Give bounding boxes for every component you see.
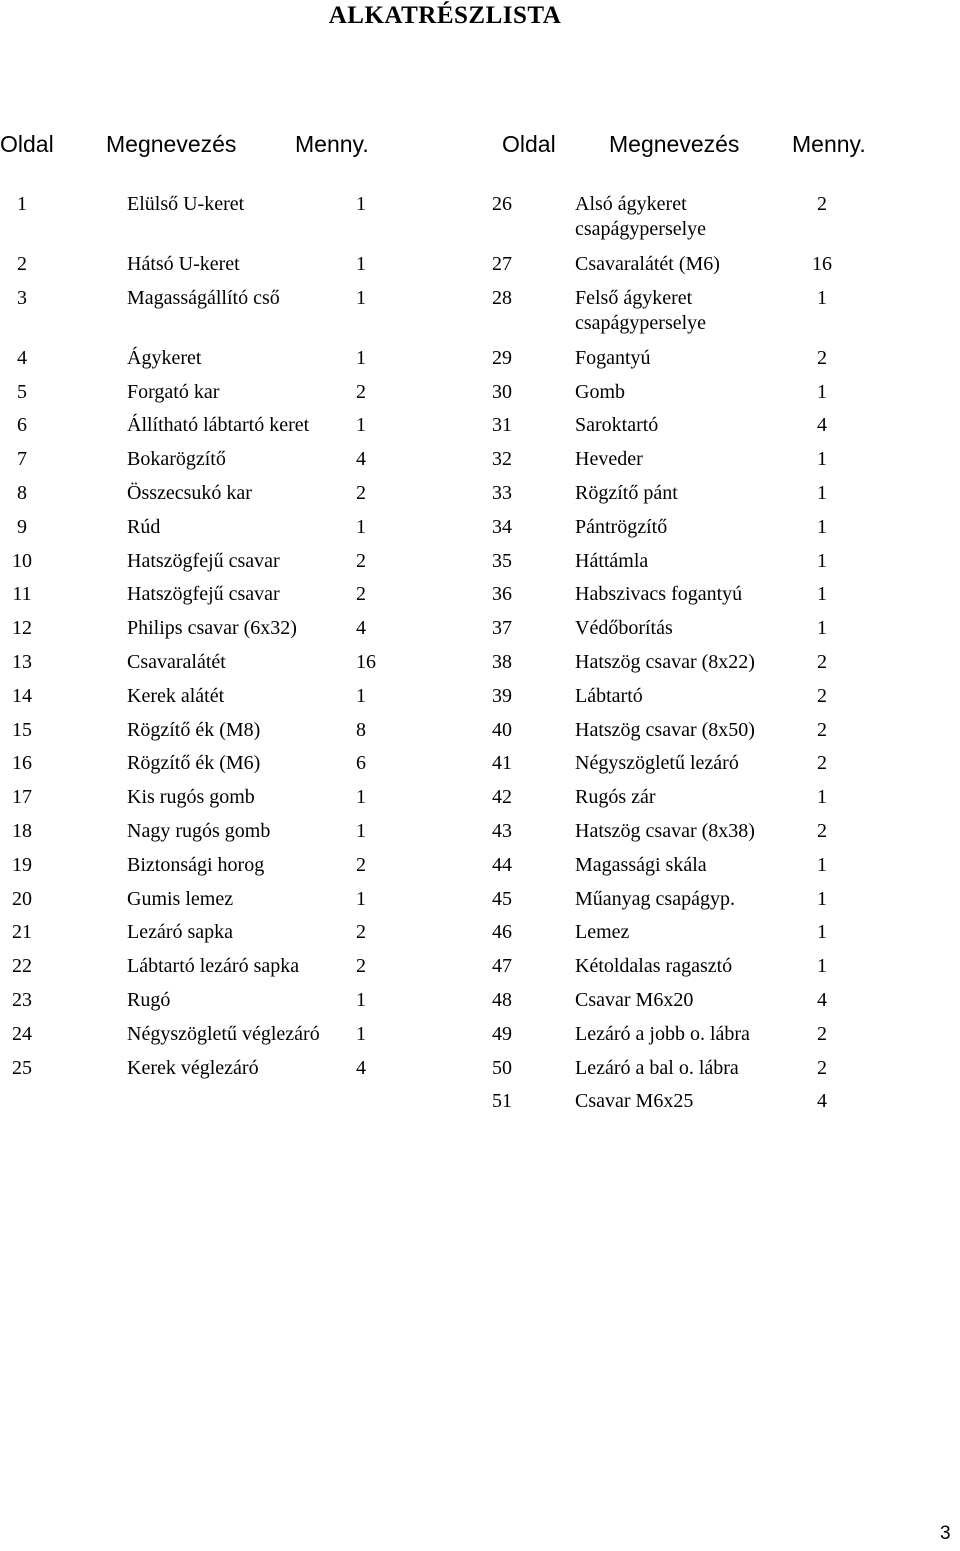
part-num: 8 xyxy=(17,481,27,504)
part-num: 1 xyxy=(17,193,27,215)
part-name: Műanyag csapágyp. xyxy=(575,887,735,910)
part-qty: 2 xyxy=(817,684,827,707)
table-row xyxy=(460,376,960,410)
part-num: 26 xyxy=(492,193,512,215)
table-row xyxy=(0,477,460,511)
table-row xyxy=(0,443,460,477)
table-row xyxy=(0,248,460,282)
part-num: 4 xyxy=(17,346,27,369)
table-row xyxy=(460,612,960,646)
table-row xyxy=(460,1085,960,1119)
table-row xyxy=(0,1018,460,1052)
part-qty: 1 xyxy=(356,253,366,275)
part-name: Lezáró a bal o. lábra xyxy=(575,1056,739,1079)
part-qty: 16 xyxy=(356,650,376,673)
header-right-oldal: Oldal xyxy=(502,131,556,157)
part-num: 47 xyxy=(492,955,512,978)
parts-list-right xyxy=(460,188,960,1119)
part-name: Hatszög csavar (8x38) xyxy=(575,819,755,842)
part-qty: 2 xyxy=(356,853,366,876)
part-num: 48 xyxy=(492,988,512,1011)
table-row xyxy=(460,984,960,1018)
table-row xyxy=(460,747,960,781)
part-num: 5 xyxy=(17,380,27,403)
part-name: Háttámla xyxy=(575,549,649,572)
part-name: Csavaralátét (M6) xyxy=(575,253,720,275)
table-row xyxy=(460,188,960,248)
part-num: 27 xyxy=(492,253,512,275)
part-num: 38 xyxy=(492,650,512,673)
part-name: Lemez xyxy=(575,921,630,944)
table-row xyxy=(460,248,960,282)
part-qty: 2 xyxy=(817,718,827,741)
part-qty: 1 xyxy=(356,887,366,910)
part-qty: 2 xyxy=(356,583,366,606)
part-name: Rugós zár xyxy=(575,786,656,809)
table-row xyxy=(460,1052,960,1086)
part-name: Négyszögletű lezáró xyxy=(575,752,739,775)
part-qty: 1 xyxy=(817,617,827,640)
part-qty: 2 xyxy=(817,1056,827,1079)
table-row xyxy=(0,714,460,748)
part-name: Kerek véglezáró xyxy=(127,1056,259,1079)
table-row xyxy=(460,916,960,950)
header-left-oldal: Oldal xyxy=(0,131,54,157)
part-qty: 1 xyxy=(817,583,827,606)
part-name: Csavar M6x20 xyxy=(575,988,694,1011)
part-name: Elülső U-keret xyxy=(127,193,245,215)
part-num: 7 xyxy=(17,448,27,471)
part-name: Philips csavar (6x32) xyxy=(127,617,297,640)
table-row xyxy=(0,781,460,815)
part-qty: 4 xyxy=(817,414,827,437)
table-row xyxy=(0,612,460,646)
table-row xyxy=(0,188,460,248)
part-num: 39 xyxy=(492,684,512,707)
part-name: Rögzítő ék (M6) xyxy=(127,752,261,775)
part-qty: 2 xyxy=(356,481,366,504)
part-name: Rugó xyxy=(127,988,171,1011)
part-num: 3 xyxy=(17,286,27,309)
table-row xyxy=(0,282,460,342)
part-num: 6 xyxy=(17,414,27,437)
part-qty: 2 xyxy=(356,921,366,944)
part-qty: 4 xyxy=(817,1090,827,1113)
part-name: Forgató kar xyxy=(127,380,220,403)
part-num: 31 xyxy=(492,414,512,437)
part-qty: 4 xyxy=(817,988,827,1011)
part-qty: 1 xyxy=(356,193,366,215)
part-num: 37 xyxy=(492,617,512,640)
part-num: 16 xyxy=(12,752,32,775)
table-row xyxy=(460,714,960,748)
part-name: Hátsó U-keret xyxy=(127,253,240,275)
part-num: 35 xyxy=(492,549,512,572)
part-num: 33 xyxy=(492,481,512,504)
part-qty: 1 xyxy=(356,1022,366,1045)
part-qty: 4 xyxy=(356,1056,366,1079)
part-name: Magassági skála xyxy=(575,853,707,876)
part-name: Fogantyú xyxy=(575,346,651,369)
part-qty: 1 xyxy=(356,346,366,369)
part-name: Heveder xyxy=(575,448,643,471)
part-name: Lábtartó xyxy=(575,684,643,707)
part-num: 19 xyxy=(12,853,32,876)
table-row xyxy=(460,443,960,477)
part-qty: 1 xyxy=(356,286,366,309)
part-num: 28 xyxy=(492,286,512,309)
part-name: Rögzítő pánt xyxy=(575,481,678,504)
part-qty: 2 xyxy=(817,752,827,775)
table-row xyxy=(0,680,460,714)
table-row xyxy=(0,511,460,545)
part-name: Kis rugós gomb xyxy=(127,786,255,809)
part-num: 43 xyxy=(492,819,512,842)
part-num: 49 xyxy=(492,1022,512,1045)
part-num: 11 xyxy=(12,583,32,606)
table-row xyxy=(0,342,460,376)
table-row xyxy=(0,376,460,410)
part-name: Csavar M6x25 xyxy=(575,1090,694,1113)
part-qty: 1 xyxy=(817,380,827,403)
part-num: 2 xyxy=(17,253,27,275)
part-qty: 1 xyxy=(817,515,827,538)
part-qty: 1 xyxy=(356,515,366,538)
part-name: Kerek alátét xyxy=(127,684,225,707)
table-row xyxy=(460,1018,960,1052)
part-qty: 1 xyxy=(817,786,827,809)
part-qty: 4 xyxy=(356,617,366,640)
part-num: 23 xyxy=(12,988,32,1011)
part-qty: 1 xyxy=(356,786,366,809)
header-left-menny: Menny. xyxy=(295,131,369,157)
part-qty: 1 xyxy=(356,819,366,842)
part-qty: 1 xyxy=(356,414,366,437)
table-row xyxy=(0,646,460,680)
part-name: Bokarögzítő xyxy=(127,448,226,471)
part-num: 42 xyxy=(492,786,512,809)
part-name: Lezáró a jobb o. lábra xyxy=(575,1022,750,1045)
part-qty: 2 xyxy=(356,380,366,403)
table-row xyxy=(460,282,960,342)
part-num: 18 xyxy=(12,819,32,842)
part-qty: 1 xyxy=(817,549,827,572)
part-qty: 1 xyxy=(356,684,366,707)
table-row xyxy=(0,883,460,917)
part-name: Összecsukó kar xyxy=(127,481,252,504)
part-qty: 2 xyxy=(356,549,366,572)
part-name: Biztonsági horog xyxy=(127,853,265,876)
part-name: Habszivacs fogantyú xyxy=(575,583,743,606)
part-name: Állítható lábtartó keret xyxy=(127,414,310,437)
part-name: Lábtartó lezáró sapka xyxy=(127,955,300,978)
table-row xyxy=(460,511,960,545)
table-row xyxy=(460,342,960,376)
part-num: 21 xyxy=(12,921,32,944)
table-row xyxy=(460,646,960,680)
table-row xyxy=(460,545,960,579)
part-name: Lezáró sapka xyxy=(127,921,234,944)
part-num: 50 xyxy=(492,1056,512,1079)
part-qty: 1 xyxy=(817,853,827,876)
part-name: Hatszögfejű csavar xyxy=(127,583,280,606)
table-row xyxy=(460,815,960,849)
part-qty: 1 xyxy=(356,988,366,1011)
part-qty: 8 xyxy=(356,718,366,741)
part-qty: 1 xyxy=(817,887,827,910)
part-name: Rúd xyxy=(127,515,161,538)
part-num: 40 xyxy=(492,718,512,741)
part-qty: 2 xyxy=(817,193,827,215)
table-row xyxy=(0,950,460,984)
table-row xyxy=(460,883,960,917)
part-qty: 1 xyxy=(817,955,827,978)
page-title: ALKATRÉSZLISTA xyxy=(328,2,562,29)
part-name: Ágykeret xyxy=(127,346,202,369)
part-name: Négyszögletű véglezáró xyxy=(127,1022,320,1045)
part-qty: 4 xyxy=(356,448,366,471)
part-num: 51 xyxy=(492,1090,512,1113)
part-num: 9 xyxy=(17,515,27,538)
parts-list-left xyxy=(0,188,460,1085)
header-right-menny: Menny. xyxy=(792,131,866,157)
part-num: 46 xyxy=(492,921,512,944)
part-num: 15 xyxy=(12,718,32,741)
table-row xyxy=(0,1052,460,1086)
part-qty: 6 xyxy=(356,752,366,775)
part-num: 30 xyxy=(492,380,512,403)
table-row xyxy=(460,781,960,815)
part-num: 14 xyxy=(12,684,32,707)
part-name: Hatszögfejű csavar xyxy=(127,549,280,572)
table-row xyxy=(0,545,460,579)
part-qty: 2 xyxy=(817,819,827,842)
part-name: Csavaralátét xyxy=(127,650,226,673)
part-name: Rögzítő ék (M8) xyxy=(127,718,261,741)
part-num: 17 xyxy=(12,786,32,809)
part-num: 41 xyxy=(492,752,512,775)
part-qty: 2 xyxy=(817,1022,827,1045)
table-row xyxy=(460,849,960,883)
table-row xyxy=(0,747,460,781)
part-name: Gomb xyxy=(575,380,625,403)
table-row xyxy=(0,578,460,612)
part-num: 44 xyxy=(492,853,512,876)
header-left-megnevezes: Megnevezés xyxy=(106,131,237,157)
header-right-megnevezes: Megnevezés xyxy=(609,131,740,157)
table-row xyxy=(0,984,460,1018)
part-name: Magasságállító cső xyxy=(127,286,280,309)
part-qty: 1 xyxy=(817,921,827,944)
part-name: Védőborítás xyxy=(575,617,673,640)
table-row xyxy=(0,815,460,849)
part-num: 22 xyxy=(12,955,32,978)
part-qty: 1 xyxy=(817,481,827,504)
part-name: Alsó ágykeret csapágyperselye xyxy=(575,193,707,240)
part-name: Pántrögzítő xyxy=(575,515,668,538)
table-row xyxy=(460,680,960,714)
part-num: 10 xyxy=(12,549,32,572)
part-num: 34 xyxy=(492,515,512,538)
part-qty: 1 xyxy=(817,286,827,309)
part-num: 24 xyxy=(12,1022,32,1045)
part-name: Felső ágykeret csapágyperselye xyxy=(575,286,707,334)
part-name: Hatszög csavar (8x50) xyxy=(575,718,755,741)
part-qty: 1 xyxy=(817,448,827,471)
part-num: 45 xyxy=(492,887,512,910)
part-name: Nagy rugós gomb xyxy=(127,819,271,842)
part-name: Gumis lemez xyxy=(127,887,234,910)
part-qty: 16 xyxy=(812,253,832,275)
part-num: 36 xyxy=(492,583,512,606)
part-num: 20 xyxy=(12,887,32,910)
table-row xyxy=(460,950,960,984)
part-qty: 2 xyxy=(817,346,827,369)
page-number: 3 xyxy=(940,1523,951,1544)
table-row xyxy=(460,409,960,443)
table-row xyxy=(0,916,460,950)
part-name: Saroktartó xyxy=(575,414,659,437)
part-num: 25 xyxy=(12,1056,32,1079)
part-num: 32 xyxy=(492,448,512,471)
table-row xyxy=(0,409,460,443)
part-num: 12 xyxy=(12,617,32,640)
part-num: 29 xyxy=(492,346,512,369)
part-name: Hatszög csavar (8x22) xyxy=(575,650,755,673)
table-header xyxy=(0,131,960,163)
part-name: Kétoldalas ragasztó xyxy=(575,955,733,978)
part-qty: 2 xyxy=(817,650,827,673)
table-row xyxy=(460,578,960,612)
table-row xyxy=(0,849,460,883)
table-row xyxy=(460,477,960,511)
part-qty: 2 xyxy=(356,955,366,978)
part-num: 13 xyxy=(12,650,32,673)
